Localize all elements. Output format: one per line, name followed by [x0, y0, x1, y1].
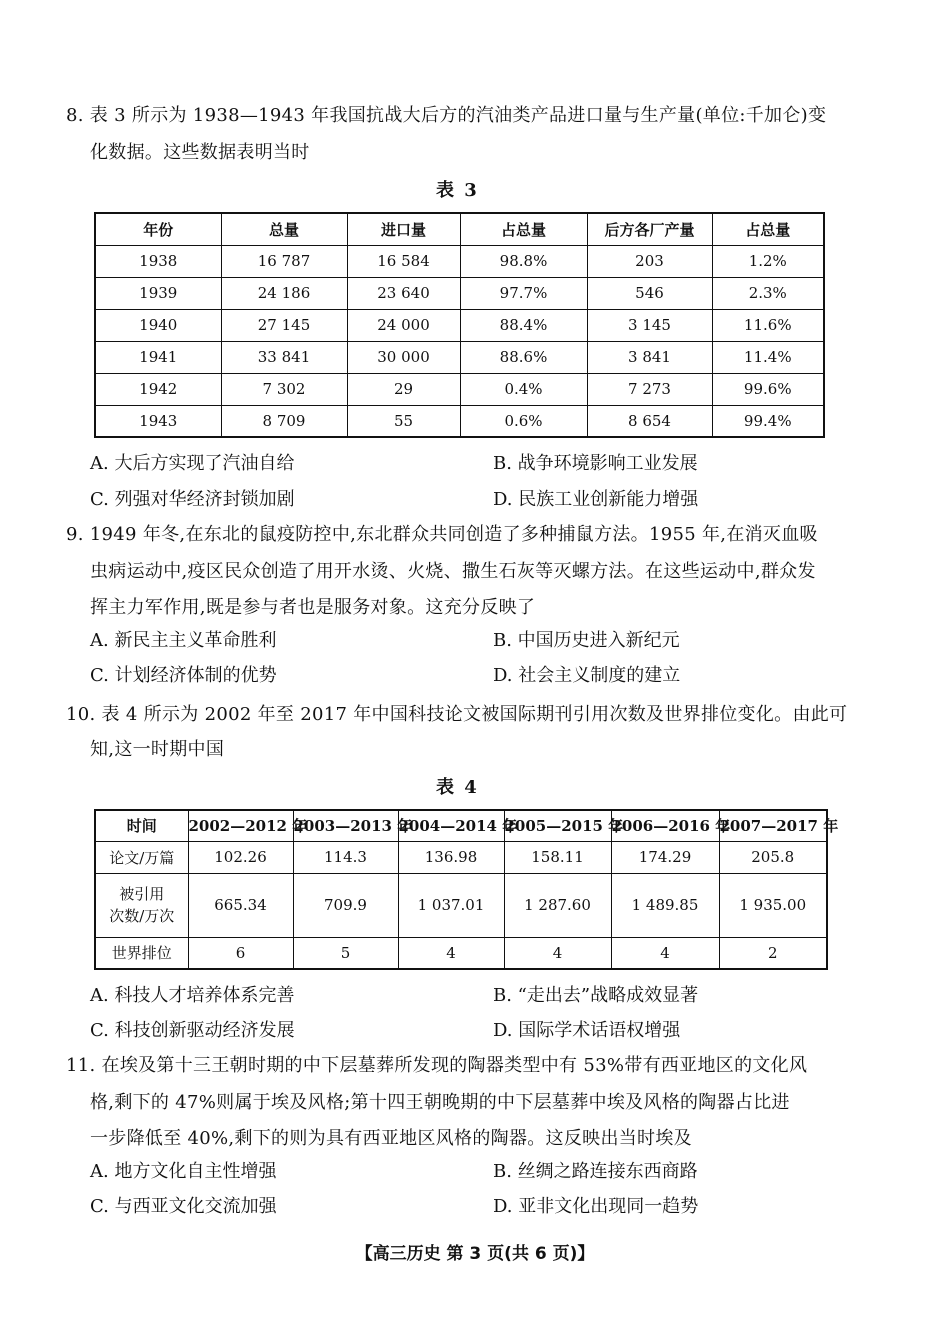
table-row — [95, 341, 824, 373]
q8-stem-line2: 化数据。这些数据表明当时 — [90, 142, 310, 163]
q10-option-d[interactable]: D. 国际学术话语权增强 — [493, 1020, 681, 1041]
table4-header-period: 2003—2013 年 — [293, 810, 398, 841]
table-cell: 1.2% — [712, 245, 824, 277]
table-row — [95, 405, 824, 437]
table-cell: 29 — [347, 373, 460, 405]
table-cell: 7 273 — [587, 373, 712, 405]
table-cell: 4 — [504, 937, 611, 969]
table4-header-period: 2005—2015 年 — [504, 810, 611, 841]
table-cell: 24 186 — [221, 277, 347, 309]
q9-stem-line2: 虫病运动中,疫区民众创造了用开水烫、火烧、撒生石灰等灭螺方法。在这些运动中,群众发 — [90, 561, 816, 582]
table-4 — [94, 809, 839, 970]
table-row — [95, 245, 824, 277]
table-cell: 1939 — [95, 277, 221, 309]
q8-option-b[interactable]: B. 战争环境影响工业发展 — [493, 453, 698, 474]
table3-header-import-share: 占总量 — [460, 213, 587, 245]
table-row — [95, 309, 824, 341]
table-cell: 114.3 — [293, 841, 398, 873]
table-cell: 6 — [188, 937, 293, 969]
table4-row-rank — [95, 937, 827, 969]
table-cell: 11.4% — [712, 341, 824, 373]
q10-option-b[interactable]: B. “走出去”战略成效显著 — [493, 985, 699, 1006]
page-footer: 【高三历史 第 3 页(共 6 页)】 — [355, 1244, 595, 1264]
table-cell: 1941 — [95, 341, 221, 373]
table-cell: 203 — [587, 245, 712, 277]
table-cell: 2 — [719, 937, 827, 969]
table3-header-import: 进口量 — [347, 213, 460, 245]
table-cell: 158.11 — [504, 841, 611, 873]
table-cell: 2.3% — [712, 277, 824, 309]
table4-row-citations — [95, 873, 827, 937]
table-cell: 1 287.60 — [504, 873, 611, 937]
table-cell: 3 841 — [587, 341, 712, 373]
q10-option-c[interactable]: C. 科技创新驱动经济发展 — [90, 1020, 295, 1041]
table-cell: 8 709 — [221, 405, 347, 437]
table4-row-label-line2: 次数/万次 — [109, 907, 175, 925]
q11-option-a[interactable]: A. 地方文化自主性增强 — [90, 1161, 277, 1182]
q11-option-b[interactable]: B. 丝绸之路连接东西商路 — [493, 1161, 698, 1182]
table4-header-time: 时间 — [95, 810, 188, 841]
table3-header-domestic-share: 占总量 — [712, 213, 824, 245]
q9-option-c[interactable]: C. 计划经济体制的优势 — [90, 665, 277, 686]
table4-caption: 表 4 — [436, 777, 479, 798]
table3-header-row — [95, 213, 824, 245]
table-cell: 546 — [587, 277, 712, 309]
table-cell: 55 — [347, 405, 460, 437]
table-cell: 33 841 — [221, 341, 347, 373]
table4-row-papers — [95, 841, 827, 873]
table-cell: 4 — [611, 937, 719, 969]
table4-header-period: 2002—2012 年 — [188, 810, 293, 841]
table3-header-total: 总量 — [221, 213, 347, 245]
table-cell: 99.4% — [712, 405, 824, 437]
table-cell: 88.4% — [460, 309, 587, 341]
q11-option-d[interactable]: D. 亚非文化出现同一趋势 — [493, 1196, 699, 1217]
q11-stem-line1: 11. 在埃及第十三王朝时期的中下层墓葬所发现的陶器类型中有 53%带有西亚地区的文化风 — [66, 1055, 808, 1076]
table4-header-period: 2006—2016 年 — [611, 810, 719, 841]
table-cell: 98.8% — [460, 245, 587, 277]
q10-stem-line1: 10. 表 4 所示为 2002 年至 2017 年中国科技论文被国际期刊引用次数及世界排位变化。由此可 — [66, 704, 848, 725]
table-cell: 30 000 — [347, 341, 460, 373]
table-cell: 1940 — [95, 309, 221, 341]
q9-stem-line1: 9. 1949 年冬,在东北的鼠疫防控中,东北群众共同创造了多种捕鼠方法。1955 年,在消灭血吸 — [66, 524, 818, 545]
q9-option-d[interactable]: D. 社会主义制度的建立 — [493, 665, 681, 686]
table3-header-domestic: 后方各厂产量 — [587, 213, 712, 245]
table-cell: 136.98 — [398, 841, 504, 873]
table-cell: 709.9 — [293, 873, 398, 937]
q9-stem-line3: 挥主力军作用,既是参与者也是服务对象。这充分反映了 — [90, 597, 536, 618]
q9-option-b[interactable]: B. 中国历史进入新纪元 — [493, 630, 680, 651]
table-cell: 11.6% — [712, 309, 824, 341]
q11-stem-line2: 格,剩下的 47%则属于埃及风格;第十四王朝晚期的中下层墓葬中埃及风格的陶器占比进 — [90, 1092, 790, 1113]
q8-option-d[interactable]: D. 民族工业创新能力增强 — [493, 489, 699, 510]
table3-caption: 表 3 — [436, 180, 479, 201]
table4-header-period: 2007—2017 年 — [719, 810, 827, 841]
table-cell: 97.7% — [460, 277, 587, 309]
q8-option-c[interactable]: C. 列强对华经济封锁加剧 — [90, 489, 295, 510]
table-row — [95, 277, 824, 309]
table-cell: 174.29 — [611, 841, 719, 873]
table-cell: 23 640 — [347, 277, 460, 309]
q10-option-a[interactable]: A. 科技人才培养体系完善 — [90, 985, 295, 1006]
table4-row-label — [95, 873, 188, 937]
q8-stem-line1: 8. 表 3 所示为 1938—1943 年我国抗战大后方的汽油类产品进口量与生产量(单位:千加仑)变 — [66, 105, 827, 126]
table-row — [95, 373, 824, 405]
q9-option-a[interactable]: A. 新民主主义革命胜利 — [90, 630, 277, 651]
q11-stem-line3: 一步降低至 40%,剩下的则为具有西亚地区风格的陶器。这反映出当时埃及 — [90, 1128, 692, 1149]
table-cell: 205.8 — [719, 841, 827, 873]
table-cell: 665.34 — [188, 873, 293, 937]
q11-option-c[interactable]: C. 与西亚文化交流加强 — [90, 1196, 277, 1217]
table-cell: 1 037.01 — [398, 873, 504, 937]
table-cell: 8 654 — [587, 405, 712, 437]
table-cell: 3 145 — [587, 309, 712, 341]
table-cell: 102.26 — [188, 841, 293, 873]
table4-row-label-line1: 被引用 — [119, 885, 165, 903]
table-cell: 99.6% — [712, 373, 824, 405]
table-cell: 4 — [398, 937, 504, 969]
q8-option-a[interactable]: A. 大后方实现了汽油自给 — [90, 453, 295, 474]
table4-header-row — [95, 810, 827, 841]
table-cell: 16 584 — [347, 245, 460, 277]
table-cell: 1 935.00 — [719, 873, 827, 937]
table-cell: 88.6% — [460, 341, 587, 373]
table4-row-label: 论文/万篇 — [95, 841, 188, 873]
table-cell: 27 145 — [221, 309, 347, 341]
q10-stem-line2: 知,这一时期中国 — [90, 739, 225, 760]
table3-header-year: 年份 — [95, 213, 221, 245]
table-cell: 5 — [293, 937, 398, 969]
table4-row-label: 世界排位 — [95, 937, 188, 969]
table-cell: 1938 — [95, 245, 221, 277]
table-cell: 7 302 — [221, 373, 347, 405]
table-cell: 0.6% — [460, 405, 587, 437]
table-cell: 16 787 — [221, 245, 347, 277]
table-3 — [94, 212, 825, 438]
table-cell: 1 489.85 — [611, 873, 719, 937]
table-cell: 1942 — [95, 373, 221, 405]
table-cell: 24 000 — [347, 309, 460, 341]
table-cell: 0.4% — [460, 373, 587, 405]
table4-header-period: 2004—2014 年 — [398, 810, 504, 841]
table-cell: 1943 — [95, 405, 221, 437]
